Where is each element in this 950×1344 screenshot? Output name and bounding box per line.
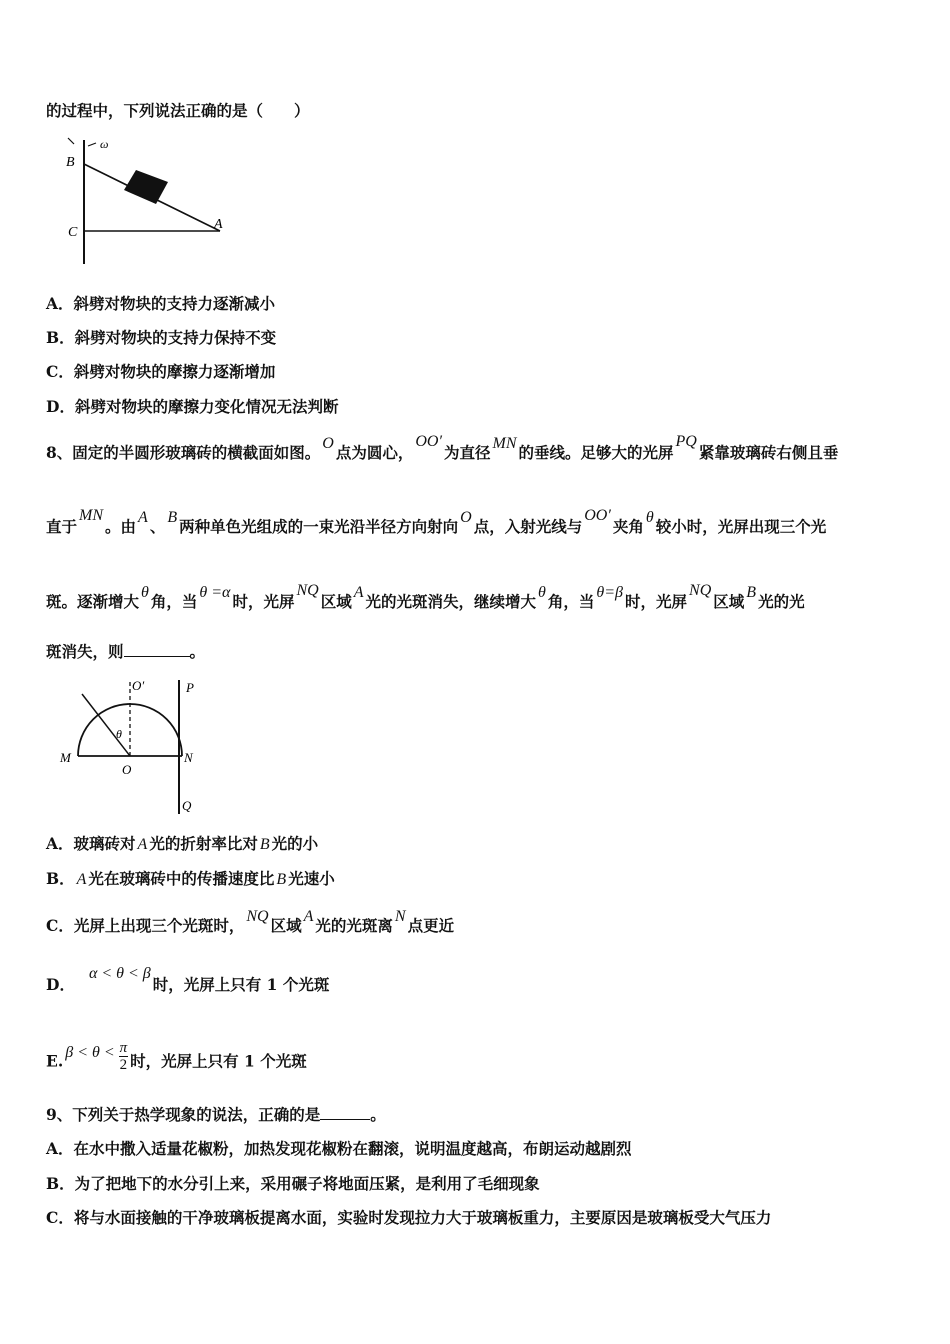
q8-option-e [46, 1040, 307, 1079]
text: 光的光 [758, 592, 805, 611]
text: 光的折射率比对 [149, 834, 258, 853]
label-theta: θ [116, 727, 122, 741]
text: 光的小 [271, 834, 319, 853]
text: 8、固定的半圆形玻璃砖的横截面如图。 [46, 443, 321, 462]
q9-stem [46, 1105, 386, 1125]
label-N: N [184, 750, 193, 765]
q8-line-3 [46, 582, 805, 613]
q8-line-2 [46, 507, 827, 538]
q8-line-4 [46, 642, 205, 662]
figure-semicircle [56, 676, 216, 818]
text: A．玻璃砖对 [46, 834, 136, 853]
text: 时，光屏上只有 1 个光斑 [130, 1051, 307, 1071]
math-theta-eq-alpha: θ =α [199, 584, 231, 601]
math-A: A [76, 871, 87, 888]
text: 点为圆心， [335, 443, 414, 462]
math-OO: OO′ [415, 433, 442, 450]
q7-option-c: C．斜劈对物块的摩擦力逐渐增加 [46, 362, 276, 381]
math-B: B [167, 509, 178, 526]
math-A: A [353, 584, 364, 601]
math-A: A [138, 509, 148, 526]
math-B: B [259, 836, 270, 853]
q8-line-1 [46, 433, 839, 464]
math-theta-eq-beta: θ=β [596, 584, 624, 601]
text: 。 [370, 1105, 386, 1124]
text: 点，入射光线与 [473, 517, 583, 536]
q9-option-c: C．将与水面接触的干净玻璃板提离水面，实验时发现拉力大于玻璃板重力，主要原因是玻璃板受大气压力 [46, 1208, 772, 1227]
math-B: B [276, 871, 287, 888]
text: 较小时，光屏出现三个光 [655, 517, 827, 536]
text: 光在玻璃砖中的传播速度比 [88, 869, 275, 888]
text: 点更近 [407, 916, 455, 935]
text: 区域 [713, 592, 745, 611]
text: B． [46, 869, 75, 888]
label-P: P [186, 680, 194, 695]
text: 紧靠玻璃砖右侧且垂 [698, 443, 839, 462]
q7-option-b: B．斜劈对物块的支持力保持不变 [46, 328, 277, 347]
text: 角，当 [547, 592, 595, 611]
label-B: B [66, 155, 75, 170]
q9-option-b: B．为了把地下的水分引上来，采用碾子将地面压紧，是利用了毛细现象 [46, 1174, 540, 1193]
fraction-den: 2 [119, 1057, 128, 1073]
text: 两种单色光组成的一束光沿半径方向射向 [179, 517, 459, 536]
text: 光的光斑消失，继续增大 [365, 592, 537, 611]
label-Q: Q [182, 798, 192, 813]
text: D． [46, 975, 75, 994]
text: 、 [149, 517, 166, 536]
figure-incline [60, 130, 240, 270]
math-O: O [322, 435, 334, 452]
fraction-pi-over-2 [119, 1040, 129, 1073]
q8-option-c [46, 908, 455, 937]
text: 光速小 [288, 869, 335, 888]
math-PQ: PQ [675, 433, 697, 450]
math-theta: θ [141, 584, 149, 601]
label-C: C [68, 225, 78, 240]
math-theta: θ [538, 584, 546, 601]
math-MN: MN [79, 507, 104, 524]
text: 区域 [270, 916, 302, 935]
text: 9、下列关于热学现象的说法，正确的是 [46, 1105, 321, 1124]
math-O: O [460, 509, 472, 526]
math-B: B [746, 584, 757, 601]
text: 。 [189, 642, 206, 661]
q8-option-b [46, 869, 335, 890]
math-theta: θ [645, 509, 654, 526]
math-NQ: NQ [246, 908, 269, 925]
text: 直于 [46, 517, 78, 536]
math-OO: OO′ [584, 507, 611, 524]
label-omega: ω [100, 137, 109, 151]
answer-blank [320, 1105, 370, 1120]
q8-option-d [46, 965, 330, 996]
q9-option-a: A．在水中撒入适量花椒粉，加热发现花椒粉在翻滚，说明温度越高，布朗运动越剧烈 [46, 1139, 632, 1158]
q7-option-d: D．斜劈对物块的摩擦力变化情况无法判断 [46, 397, 339, 416]
math-beta-theta: β < θ < [65, 1043, 115, 1061]
text: 为直径 [443, 443, 491, 462]
text: C．光屏上出现三个光斑时， [46, 916, 245, 935]
text: 角，当 [150, 592, 198, 611]
math-A: A [303, 908, 314, 925]
text: E. [46, 1051, 64, 1071]
fraction-num: π [119, 1040, 128, 1056]
math-N: N [394, 908, 406, 925]
q8-option-a [46, 834, 318, 855]
text: 区域 [320, 592, 352, 611]
q7-option-a: A．斜劈对物块的支持力逐渐减小 [46, 294, 276, 313]
intro-text: 的过程中，下列说法正确的是（ ） [46, 101, 310, 120]
text: 。由 [105, 517, 137, 536]
label-A: A [214, 217, 223, 232]
math-MN: MN [492, 435, 517, 452]
label-M: M [60, 750, 71, 765]
math-NQ: NQ [689, 582, 712, 599]
text: 光的光斑离 [315, 916, 393, 935]
text: 的垂线。足够大的光屏 [518, 443, 674, 462]
text: 时，光屏 [625, 592, 688, 611]
text: 时，光屏上只有 1 个光斑 [152, 975, 330, 994]
text: 斑。逐渐增大 [46, 592, 140, 611]
label-O: O [122, 762, 132, 777]
answer-blank [124, 642, 190, 657]
math-alpha-theta-beta: α < θ < β [88, 965, 151, 982]
text: 斑消失，则 [46, 642, 124, 661]
text: 夹角 [612, 517, 644, 536]
label-O-prime: O′ [132, 678, 145, 693]
math-NQ: NQ [296, 582, 319, 599]
text: 时，光屏 [232, 592, 295, 611]
math-A: A [137, 836, 148, 853]
